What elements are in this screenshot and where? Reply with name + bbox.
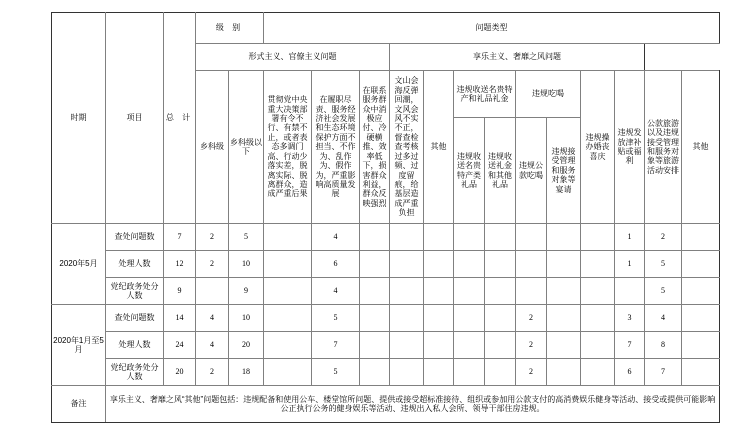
cell-h7: 8 (645, 332, 682, 359)
col-header-f5-other: 其他 (424, 71, 454, 224)
cell-total: 14 (164, 305, 196, 332)
cell-f4 (390, 332, 424, 359)
cell-h1 (454, 224, 485, 251)
cell-h2 (485, 305, 516, 332)
cell-h3: 2 (516, 332, 547, 359)
cell-h5 (581, 224, 615, 251)
cell-f5 (424, 305, 454, 332)
cell-h4 (547, 278, 581, 305)
col-header-gift-group: 违规收送名贵特产和礼品礼金 (454, 71, 516, 118)
footer-note-text: 享乐主义、奢靡之风“其他”问题包括：违规配备和使用公车、楼堂馆所问题、提供或接受超标准接待、组织或参加用公款支付的高消费娱乐健身等活动、接受或提供可能影响公正执行公务的健身娱乐等活动、违规出入私人会所、领导干部住房违规。 (106, 386, 720, 423)
col-header-h8-other: 其他 (682, 71, 720, 224)
cell-f3 (360, 332, 390, 359)
cell-level-below: 9 (229, 278, 264, 305)
cell-f4 (390, 251, 424, 278)
cell-h7: 4 (645, 305, 682, 332)
cell-h2 (485, 278, 516, 305)
table-row (52, 305, 720, 332)
cell-h1 (454, 332, 485, 359)
row-item-label: 处理人数 (106, 251, 164, 278)
cell-h3 (516, 278, 547, 305)
row-item-label: 查处问题数 (106, 224, 164, 251)
cell-h8 (682, 359, 720, 386)
cell-f1 (264, 332, 312, 359)
cell-h8 (682, 251, 720, 278)
cell-f2: 7 (312, 332, 360, 359)
cell-f4 (390, 359, 424, 386)
col-header-problem-type: 问题类型 (264, 13, 720, 44)
table-row (52, 332, 720, 359)
cell-level-township (196, 278, 229, 305)
cell-h6 (615, 278, 645, 305)
cell-f4 (390, 305, 424, 332)
footer-label: 备注 (52, 386, 106, 423)
cell-f4 (390, 224, 424, 251)
cell-h4 (547, 332, 581, 359)
col-header-level-township: 乡科级 (196, 71, 229, 224)
cell-h3: 2 (516, 305, 547, 332)
cell-h4 (547, 305, 581, 332)
cell-h4 (547, 359, 581, 386)
table-row (52, 359, 720, 386)
row-item-label: 处理人数 (106, 332, 164, 359)
cell-h8 (682, 224, 720, 251)
cell-h5 (581, 251, 615, 278)
cell-h8 (682, 305, 720, 332)
cell-h1 (454, 278, 485, 305)
col-header-level-group: 级 别 (196, 13, 264, 44)
footer-row (52, 386, 720, 423)
col-header-h1: 违规收送名贵特产类礼品 (454, 118, 485, 224)
cell-h3: 2 (516, 359, 547, 386)
cell-h7: 7 (645, 359, 682, 386)
cell-f2: 6 (312, 251, 360, 278)
col-header-eat-group: 违规吃喝 (516, 71, 581, 118)
cell-level-below: 10 (229, 305, 264, 332)
cell-f3 (360, 251, 390, 278)
cell-f3 (360, 224, 390, 251)
cell-h3 (516, 251, 547, 278)
col-header-h6: 违规发放津补贴或福利 (615, 71, 645, 224)
col-header-f4: 文山会海反弹回潮，文风会风不实不正，督查检查考核过多过频、过度留痕，给基层造成严重负担 (390, 71, 424, 224)
cell-f4 (390, 278, 424, 305)
cell-f3 (360, 305, 390, 332)
cell-h5 (581, 278, 615, 305)
cell-f1 (264, 305, 312, 332)
cell-level-below: 18 (229, 359, 264, 386)
header-row-1 (52, 13, 720, 44)
cell-h6: 3 (615, 305, 645, 332)
cell-h5 (581, 332, 615, 359)
cell-level-township: 4 (196, 332, 229, 359)
cell-h8 (682, 332, 720, 359)
cell-f1 (264, 251, 312, 278)
cell-total: 24 (164, 332, 196, 359)
cell-level-township: 2 (196, 224, 229, 251)
cell-level-below: 5 (229, 224, 264, 251)
cell-h2 (485, 332, 516, 359)
cell-total: 12 (164, 251, 196, 278)
col-header-f1: 贯彻党中央重大决策部署有令不行、有禁不止，或者表态多调门高、行动少落实差，脱离实际、脱离群众，造成严重后果 (264, 71, 312, 224)
cell-h6: 1 (615, 251, 645, 278)
cell-total: 20 (164, 359, 196, 386)
cell-h1 (454, 251, 485, 278)
cell-h6: 6 (615, 359, 645, 386)
cell-h4 (547, 224, 581, 251)
table-row (52, 251, 720, 278)
cell-total: 9 (164, 278, 196, 305)
cell-h1 (454, 305, 485, 332)
cell-f5 (424, 251, 454, 278)
col-header-h2: 违规收送礼金和其他礼品 (485, 118, 516, 224)
row-item-label: 党纪政务处分人数 (106, 278, 164, 305)
cell-h3 (516, 224, 547, 251)
cell-h5 (581, 359, 615, 386)
col-header-period: 时期 (52, 13, 106, 224)
cell-h2 (485, 224, 516, 251)
cell-f5 (424, 224, 454, 251)
row-item-label: 党纪政务处分人数 (106, 359, 164, 386)
col-header-hedonism-group: 享乐主义、奢靡之风问题 (390, 44, 645, 71)
cell-level-below: 10 (229, 251, 264, 278)
cell-h4 (547, 251, 581, 278)
cell-f2: 5 (312, 359, 360, 386)
cell-level-township: 4 (196, 305, 229, 332)
cell-f1 (264, 359, 312, 386)
col-header-f2: 在履职尽责、服务经济社会发展和生态环境保护方面不担当、不作为、乱作为、假作为，严重影响高质量发展 (312, 71, 360, 224)
cell-h6: 1 (615, 224, 645, 251)
cell-f2: 4 (312, 224, 360, 251)
cell-h7: 5 (645, 251, 682, 278)
cell-h7: 5 (645, 278, 682, 305)
col-header-h5: 违规操办婚丧喜庆 (581, 71, 615, 224)
cell-h1 (454, 359, 485, 386)
cell-f1 (264, 224, 312, 251)
col-header-h3: 违规公款吃喝 (516, 118, 547, 224)
cell-level-below: 20 (229, 332, 264, 359)
cell-h8 (682, 278, 720, 305)
table-row (52, 224, 720, 251)
cell-f3 (360, 359, 390, 386)
cell-level-township: 2 (196, 359, 229, 386)
statistics-table (51, 12, 720, 423)
cell-total: 7 (164, 224, 196, 251)
cell-f5 (424, 332, 454, 359)
cell-f1 (264, 278, 312, 305)
row-period-1: 2020年1月至5月 (52, 305, 106, 386)
cell-f2: 5 (312, 305, 360, 332)
cell-f2: 4 (312, 278, 360, 305)
cell-f3 (360, 278, 390, 305)
col-header-f3: 在联系服务群众中消极应付、冷硬横推、效率低下，损害群众利益，群众反映强烈 (360, 71, 390, 224)
col-header-level-below: 乡科级以下 (229, 71, 264, 224)
col-header-formalism-group: 形式主义、官僚主义问题 (196, 44, 390, 71)
cell-h7: 2 (645, 224, 682, 251)
col-header-total: 总 计 (164, 13, 196, 224)
row-item-label: 查处问题数 (106, 305, 164, 332)
cell-h5 (581, 305, 615, 332)
cell-f5 (424, 359, 454, 386)
cell-level-township: 2 (196, 251, 229, 278)
col-header-item: 项目 (106, 13, 164, 224)
col-header-h4: 违规接受管理和服务对象等宴请 (547, 118, 581, 224)
cell-f5 (424, 278, 454, 305)
col-header-h7: 公款旅游以及违规接受管理和服务对象等旅游活动安排 (645, 71, 682, 224)
cell-h2 (485, 251, 516, 278)
table-row (52, 278, 720, 305)
row-period-0: 2020年5月 (52, 224, 106, 305)
cell-h6: 7 (615, 332, 645, 359)
cell-h2 (485, 359, 516, 386)
